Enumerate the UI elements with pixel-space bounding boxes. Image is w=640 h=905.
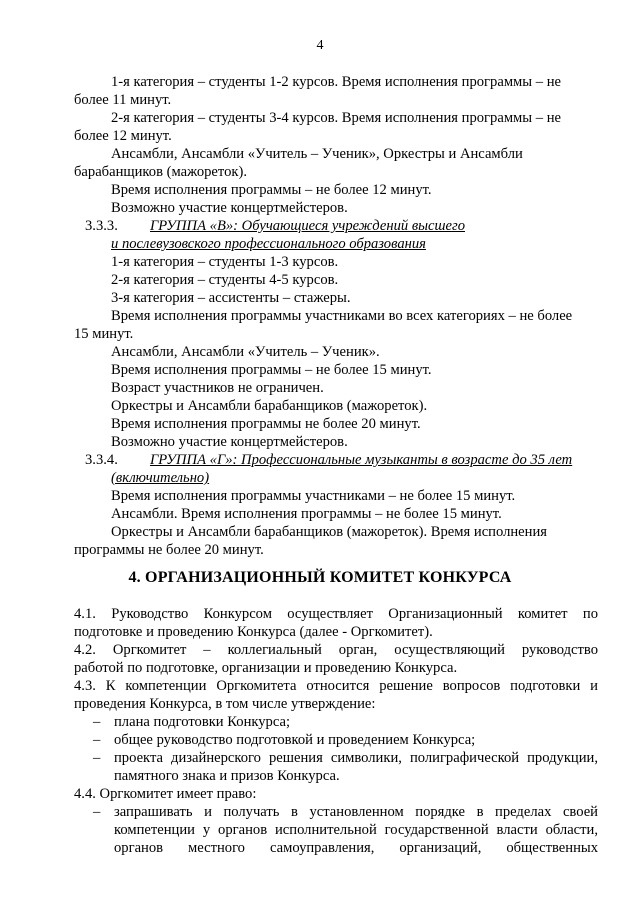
group-v-category-3: 3-я категория – ассистенты – стажеры. (111, 290, 351, 306)
group-g-title-line1: ГРУППА «Г»: Профессиональные музыканты в возрасте до 35 лет (150, 452, 573, 468)
category-2-line: 2-я категория – студенты 3-4 курсов. Время исполнения программы – не (111, 110, 561, 126)
group-v-ensembles-time: Время исполнения программы – не более 15 минут. (111, 362, 432, 378)
category-1-continuation: более 11 минут. (74, 92, 172, 108)
group-v-number: 3.3.3. (85, 218, 118, 234)
bullet-dash: – (93, 750, 101, 766)
group-v-time-all-continuation: 15 минут. (74, 326, 134, 342)
category-2-continuation: более 12 минут. (74, 128, 172, 144)
group-g-ensembles: Ансамбли. Время исполнения программы – не более 15 минут. (111, 506, 502, 522)
clause-4-3-line2: проведения Конкурса, в том числе утверждение: (74, 696, 376, 712)
bullet-dash: – (93, 732, 101, 748)
list-item-plan: плана подготовки Конкурса; (114, 714, 291, 730)
group-v-title-line2: и послевузовского профессионального образования (111, 236, 426, 252)
page-number: 4 (316, 38, 324, 53)
list-item-general-management: общее руководство подготовкой и проведением Конкурса; (114, 732, 476, 748)
list-item-request-line3: органов местного самоуправления, организаций, общественных (114, 840, 598, 856)
group-v-age: Возраст участников не ограничен. (111, 380, 324, 396)
clause-4-2-line2: работой по подготовке, организации и проведению Конкурса. (74, 660, 458, 676)
bullet-dash: – (93, 714, 101, 730)
group-g-orchestras: Оркестры и Ансамбли барабанщиков (мажореток). Время исполнения (111, 524, 547, 540)
group-v-orchestras-time: Время исполнения программы не более 20 минут. (111, 416, 421, 432)
list-item-request-line1: запрашивать и получать в установленном порядке в пределах своей (114, 804, 598, 820)
group-g-time: Время исполнения программы участниками – не более 15 минут. (111, 488, 516, 504)
accompanists-line: Возможно участие концертмейстеров. (111, 200, 348, 216)
list-item-request-line2: компетенции у органов исполнительной государственной власти области, (114, 822, 598, 838)
list-item-design-line2: памятного знака и призов Конкурса. (114, 768, 340, 784)
clause-4-2-line1: 4.2. Оргкомитет – коллегиальный орган, осуществляющий руководство (74, 642, 598, 658)
group-v-category-2: 2-я категория – студенты 4-5 курсов. (111, 272, 339, 288)
section-4-heading: 4. ОРГАНИЗАЦИОННЫЙ КОМИТЕТ КОНКУРСА (128, 569, 512, 586)
group-v-accompanists: Возможно участие концертмейстеров. (111, 434, 348, 450)
list-item-design-line1: проекта дизайнерского решения символики, полиграфической продукции, (114, 750, 598, 766)
group-v-category-1: 1-я категория – студенты 1-3 курсов. (111, 254, 339, 270)
clause-4-4: 4.4. Оргкомитет имеет право: (74, 786, 257, 802)
group-g-orchestras-continuation: программы не более 20 минут. (74, 542, 264, 558)
clause-4-3-line1: 4.3. К компетенции Оргкомитета относится решение вопросов подготовки и (74, 678, 598, 694)
group-v-title-line1: ГРУППА «В»: Обучающиеся учреждений высшего (150, 218, 466, 234)
group-g-title-line2: (включительно) (111, 470, 210, 486)
group-g-number: 3.3.4. (85, 452, 118, 468)
clause-4-1-line2: подготовке и проведению Конкурса (далее - Оргкомитет). (74, 624, 433, 640)
group-v-orchestras: Оркестры и Ансамбли барабанщиков (мажореток). (111, 398, 428, 414)
ensembles-line: Ансамбли, Ансамбли «Учитель – Ученик», Оркестры и Ансамбли (111, 146, 523, 162)
clause-4-1-line1: 4.1. Руководство Конкурсом осуществляет Организационный комитет по (74, 606, 598, 622)
group-v-ensembles: Ансамбли, Ансамбли «Учитель – Ученик». (111, 344, 380, 360)
group-v-time-all: Время исполнения программы участниками во всех категориях – не более (111, 308, 573, 324)
bullet-dash: – (93, 804, 101, 820)
time-limit-line: Время исполнения программы – не более 12 минут. (111, 182, 432, 198)
ensembles-continuation: барабанщиков (мажореток). (74, 164, 247, 180)
category-1-line: 1-я категория – студенты 1-2 курсов. Время исполнения программы – не (111, 74, 561, 90)
